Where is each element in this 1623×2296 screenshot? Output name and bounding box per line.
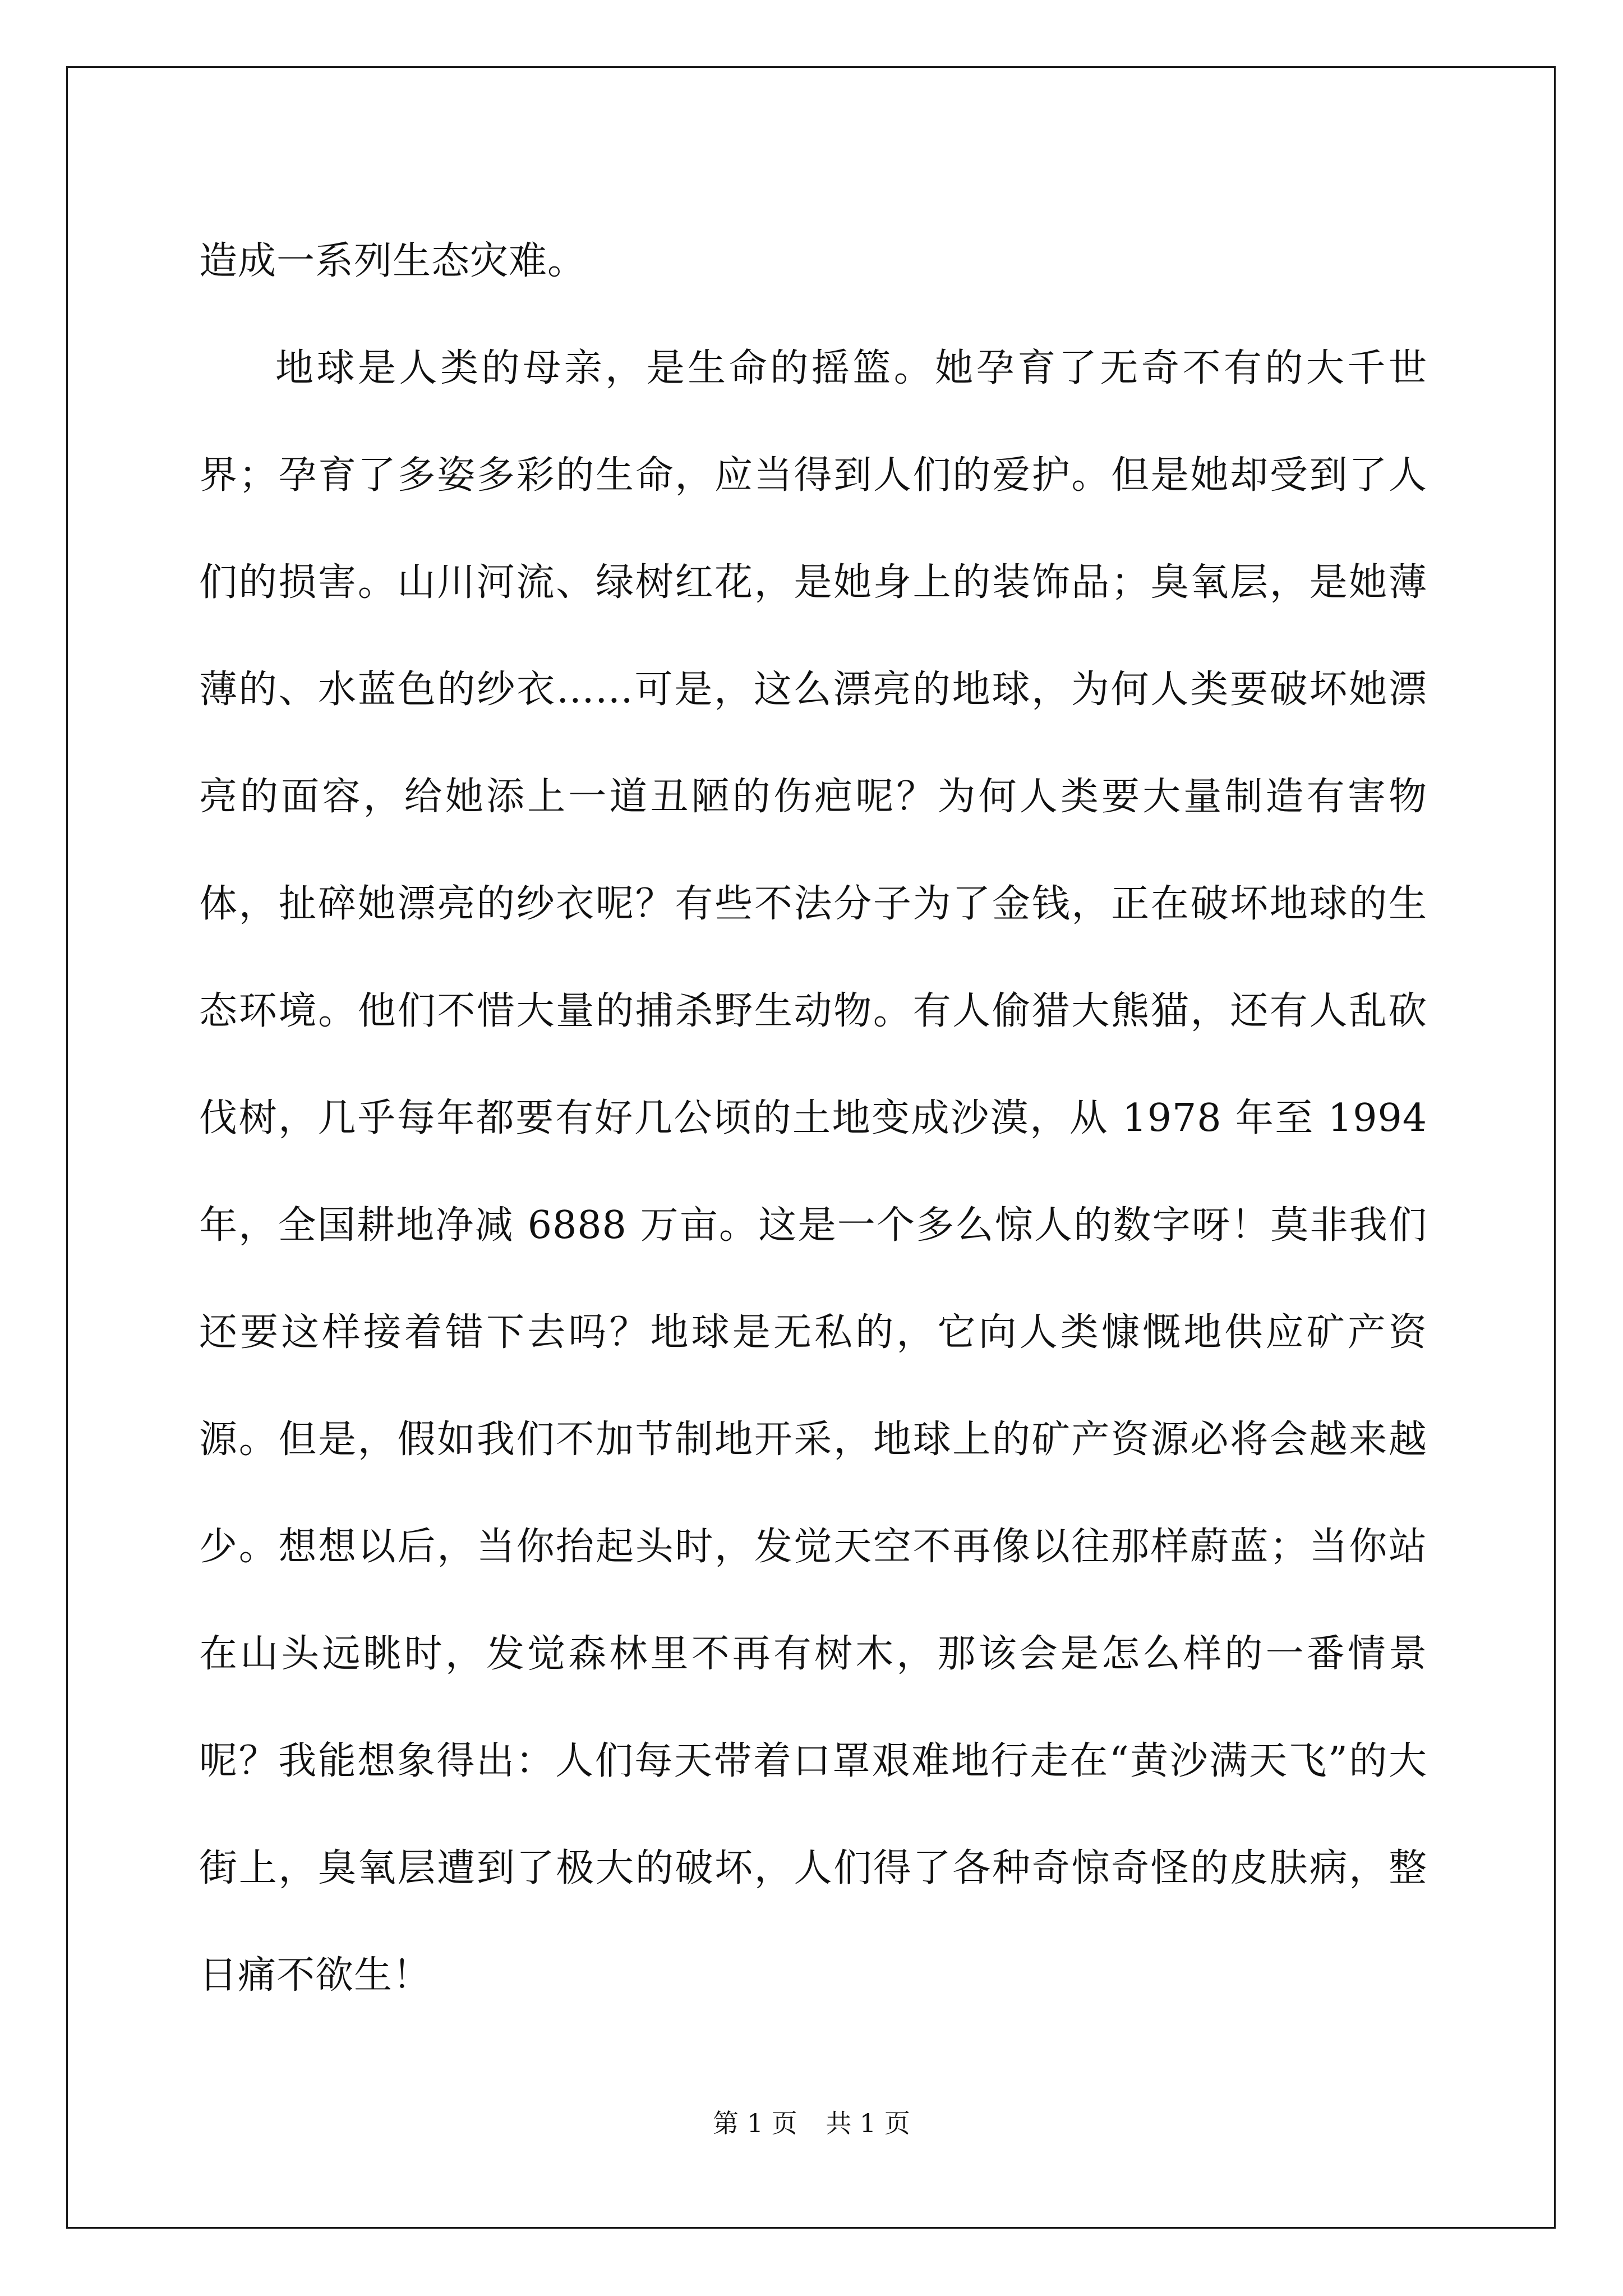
page-number: 第 1 页 xyxy=(713,2108,797,2138)
page-footer xyxy=(0,2106,1623,2140)
page-total: 共 1 页 xyxy=(826,2108,910,2138)
document-body xyxy=(199,208,1427,2029)
paragraph-continuation: 造成一系列生态灾难。 xyxy=(199,239,587,283)
paragraph-earth-mother: 地球是人类的母亲，是生命的摇篮。她孕育了无奇不有的大千世界；孕育了多姿多彩的生命，应当得到人们的爱护。但是她却受到了人们的损害。山川河流、绿树红花，是她身上的装饰品；臭氧层，是她薄薄的、水蓝色的纱衣……可是，这么漂亮的地球，为何人类要破坏她漂亮的面容，给她添上一道丑陋的伤疤呢？为何人类要大量制造有害物体，扯碎她漂亮的纱衣呢？有些不法分子为了金钱，正在破坏地球的生态环境。他们不惜大量的捕杀野生动物。有人偷猎大熊猫，还有人乱砍伐树，几乎每年都要有好几公顷的土地变成沙漠，从 1978 年至 1994 年，全国耕地净减 6888 万亩。这是一个多么惊人的数字呀！莫非我们还要这样接着错下去吗？地球是无私的，它向人类慷慨地供应矿产资源。但是，假如我们不加节制地开采，地球上的矿产资源必将会越来越少。想想以后，当你抬起头时，发觉天空不再像以往那样蔚蓝；当你站在山头远眺时，发觉森林里不再有树木，那该会是怎么样的一番情景呢？我能想象得出：人们每天带着口罩艰难地行走在“黄沙满天飞”的大街上，臭氧层遭到了极大的破坏，人们得了各种奇惊奇怪的皮肤病，整日痛不欲生！ xyxy=(199,346,1427,1998)
